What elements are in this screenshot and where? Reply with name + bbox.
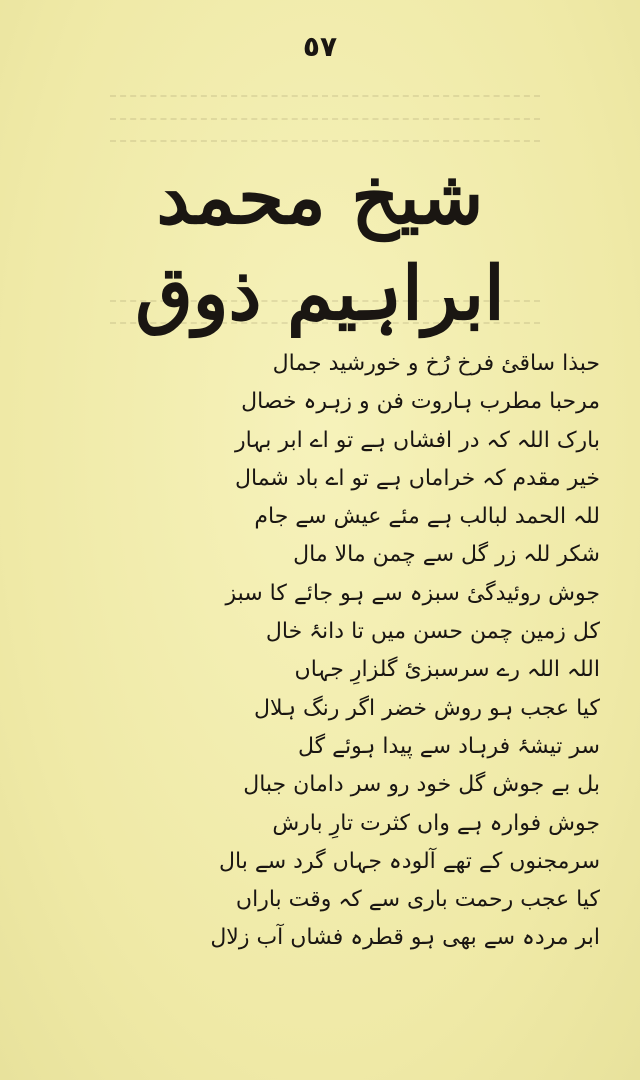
verse-line: بارک اللہ کہ در افشاں ہے تو اے ابر بہار [235, 427, 600, 453]
verse-line: کیا عجب رحمت باری سے کہ وقت باراں [235, 887, 600, 913]
verse-line: خیر مقدم کہ خراماں ہے تو اے باد شمال [235, 465, 600, 491]
verse-line: حبذا ساقئ فرخ رُخ و خورشید جمال [272, 351, 600, 376]
verse-line: جوش فوارہ ہے واں کثرت تارِ بارش [272, 810, 600, 836]
verse-line: للہ الحمد لبالب ہے مئے عیش سے جام [254, 504, 600, 530]
verse-line: کیا عجب ہو روش خضر اگر رنگ ہلال [253, 695, 600, 721]
verse-line: سر تیشۂ فرہاد سے پیدا ہوئے گل [297, 733, 600, 759]
verse-line: ابر مردہ سے بھی ہو قطرہ فشاں آب زلال [210, 925, 600, 951]
show-through-text [110, 118, 540, 120]
verse-line: اللہ اللہ رے سرسبزیٔ گلزارِ جہاں [294, 657, 600, 683]
verse-line: مرحبا مطرب ہاروت فن و زہرہ خصال [241, 389, 600, 415]
verse-line: کل زمین چمن حسن میں تا دانۂ خال [265, 619, 600, 645]
poet-title: شیخ محمد ابراہیم ذوق [135, 155, 505, 338]
verse-line: سرمجنوں کے تھے آلودہ جہاں گرد سے بال [219, 848, 600, 874]
show-through-text [110, 95, 540, 97]
page-number: ٥٧ [302, 30, 338, 63]
verse-line: بل بے جوش گل خود رو سر دامان جبال [243, 772, 600, 798]
show-through-text [110, 140, 540, 142]
verse-line: جوش روئیدگیٔ سبزہ سے ہو جائے کا سبز [225, 580, 600, 606]
poem-body [30, 345, 600, 958]
verse-line: شکر للہ زر گل سے چمن مالا مال [293, 542, 600, 568]
